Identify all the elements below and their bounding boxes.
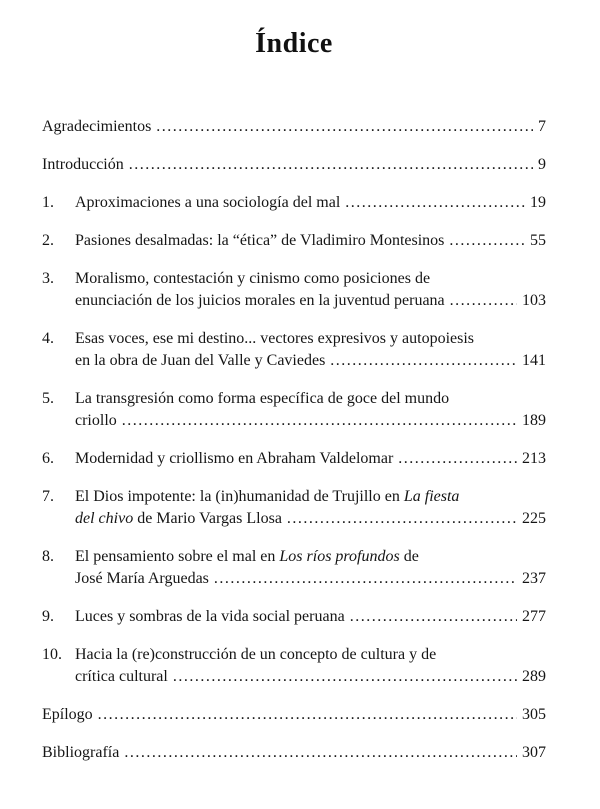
entry-text: Luces y sombras de la vida social peruana <box>75 608 345 625</box>
entry-line <box>75 230 546 252</box>
page-number: 9 <box>538 156 546 173</box>
dot-leader <box>129 154 533 176</box>
dot-leader <box>449 230 525 252</box>
entry-number: 4. <box>42 330 54 347</box>
entry-line <box>42 154 546 176</box>
dot-leader <box>345 192 525 214</box>
entry-body <box>75 486 546 530</box>
entry-body <box>75 388 546 432</box>
entry-number: 9. <box>42 608 54 625</box>
entry-number: 2. <box>42 232 54 249</box>
entry-text: criollo <box>75 412 117 429</box>
entry-text: Introducción <box>42 156 124 173</box>
toc-entry <box>42 546 546 590</box>
entry-body <box>75 192 546 214</box>
page-number: 19 <box>530 194 546 211</box>
entry-body <box>75 448 546 470</box>
toc-entry <box>42 704 546 726</box>
page-number: 237 <box>522 570 546 587</box>
page-number: 277 <box>522 608 546 625</box>
entry-body <box>75 606 546 628</box>
toc-entry <box>42 116 546 138</box>
toc-entry <box>42 154 546 176</box>
dot-leader <box>214 568 517 590</box>
entry-number: 6. <box>42 450 54 467</box>
entry-text: Moralismo, contestación y cinismo como posiciones de <box>75 270 431 287</box>
entry-text: Bibliografía <box>42 744 120 761</box>
dot-leader <box>124 742 517 764</box>
entry-text: Modernidad y criollismo en Abraham Valdelomar <box>75 450 394 467</box>
entry-body <box>75 644 546 688</box>
entry-line <box>75 290 546 312</box>
entry-text: Hacia la (re)construcción de un concepto de cultura y de <box>75 646 437 663</box>
toc-entry <box>42 448 546 470</box>
entry-text: Esas voces, ese mi destino... vectores expresivos y autopoiesis <box>75 330 475 347</box>
entry-number: 10. <box>42 646 62 663</box>
entry-body <box>42 154 546 176</box>
entry-body <box>75 268 546 312</box>
toc-entry <box>42 742 546 764</box>
entry-text: del chivo de Mario Vargas Llosa <box>75 510 282 527</box>
entry-text: enunciación de los juicios morales en la juventud peruana <box>75 292 445 309</box>
entry-body <box>75 328 546 372</box>
toc-list <box>42 116 546 764</box>
dot-leader <box>330 350 517 372</box>
toc-entry <box>42 606 546 628</box>
page-number: 141 <box>522 352 546 369</box>
entry-line <box>75 486 546 508</box>
entry-text: en la obra de Juan del Valle y Caviedes <box>75 352 326 369</box>
entry-line <box>75 644 546 666</box>
entry-line <box>75 568 546 590</box>
page-number: 213 <box>522 450 546 467</box>
entry-body <box>42 742 546 764</box>
entry-text: Epílogo <box>42 706 93 723</box>
entry-number: 3. <box>42 270 54 287</box>
toc-entry <box>42 328 546 372</box>
entry-text: Pasiones desalmadas: la “ética” de Vladimiro Montesinos <box>75 232 445 249</box>
entry-line <box>75 666 546 688</box>
entry-line <box>75 388 546 410</box>
page-number: 7 <box>538 118 546 135</box>
entry-line <box>42 742 546 764</box>
entry-text: José María Arguedas <box>75 570 209 587</box>
entry-text: El Dios impotente: la (in)humanidad de Trujillo en La fiesta <box>75 488 460 505</box>
page-number: 189 <box>522 412 546 429</box>
entry-text: Aproximaciones a una sociología del mal <box>75 194 341 211</box>
entry-number: 5. <box>42 390 54 407</box>
page-number: 305 <box>522 706 546 723</box>
entry-body <box>42 116 546 138</box>
entry-line <box>75 350 546 372</box>
toc-entry <box>42 268 546 312</box>
entry-number: 8. <box>42 548 54 565</box>
entry-line <box>75 508 546 530</box>
entry-line <box>75 268 546 290</box>
entry-line <box>42 704 546 726</box>
entry-line <box>42 116 546 138</box>
dot-leader <box>156 116 533 138</box>
page-title: Índice <box>255 28 333 59</box>
entry-body <box>75 546 546 590</box>
dot-leader <box>287 508 517 530</box>
entry-line <box>75 606 546 628</box>
dot-leader <box>122 410 517 432</box>
entry-line <box>75 410 546 432</box>
entry-text: La transgresión como forma específica de goce del mundo <box>75 390 450 407</box>
page-number: 55 <box>530 232 546 249</box>
entry-text: Agradecimientos <box>42 118 152 135</box>
toc-entry <box>42 486 546 530</box>
dot-leader <box>450 290 517 312</box>
toc-entry <box>42 192 546 214</box>
entry-number: 1. <box>42 194 54 211</box>
page-number: 225 <box>522 510 546 527</box>
dot-leader <box>350 606 517 628</box>
toc-entry <box>42 644 546 688</box>
entry-number: 7. <box>42 488 54 505</box>
entry-text: crítica cultural <box>75 668 168 685</box>
entry-text: El pensamiento sobre el mal en Los ríos profundos de <box>75 548 419 565</box>
entry-line <box>75 448 546 470</box>
entry-line <box>75 328 546 350</box>
entry-line <box>75 546 546 568</box>
page-number: 103 <box>522 292 546 309</box>
dot-leader <box>98 704 517 726</box>
dot-leader <box>398 448 517 470</box>
entry-body <box>42 704 546 726</box>
toc-entry <box>42 230 546 252</box>
dot-leader <box>173 666 517 688</box>
entry-body <box>75 230 546 252</box>
page-number: 307 <box>522 744 546 761</box>
toc-entry <box>42 388 546 432</box>
entry-line <box>75 192 546 214</box>
page-number: 289 <box>522 668 546 685</box>
